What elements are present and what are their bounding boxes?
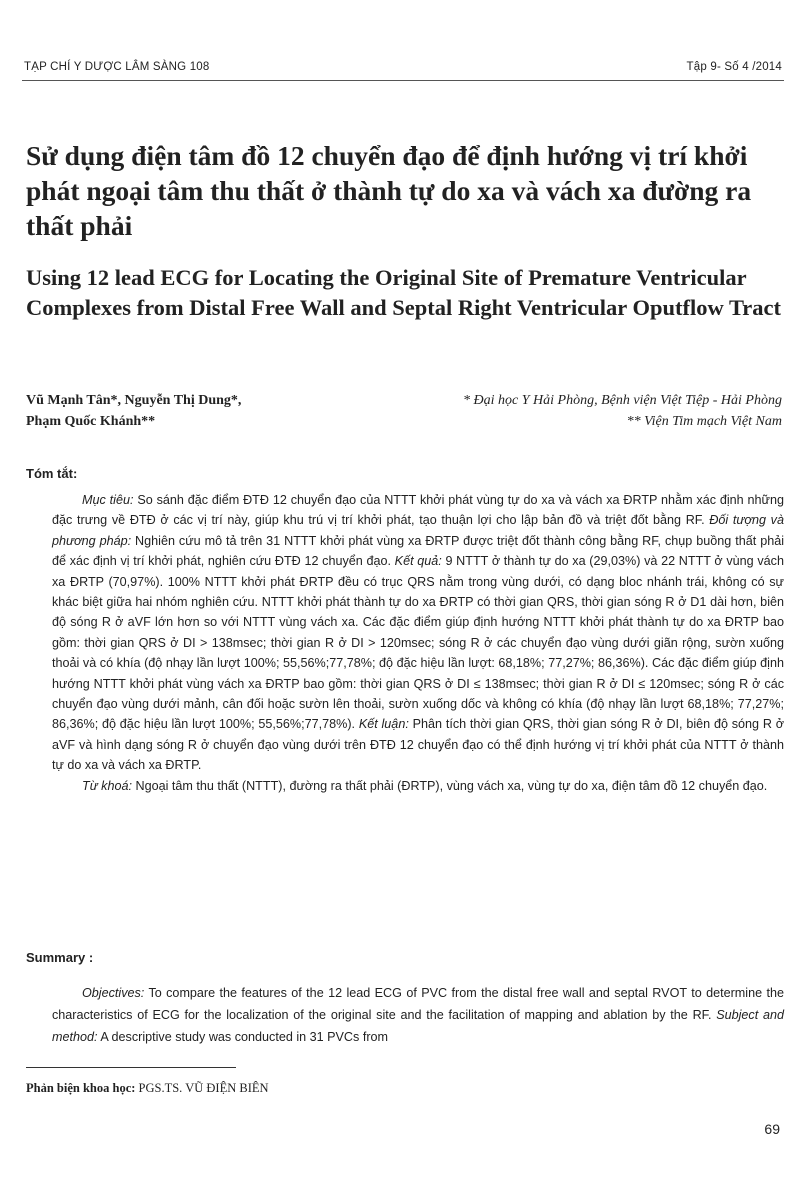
subject-method-text: A descriptive study was conducted in 31 PVCs from	[97, 1030, 389, 1044]
title-vietnamese: Sử dụng điện tâm đồ 12 chuyển đạo để định hướng vị trí khởi phát ngoại tâm thu thất ở thành tự do xa và vách xa đường ra thất phải	[26, 140, 752, 241]
conclusion-text: Phân tích thời gian QRS, thời gian sóng R ở DI, biên độ sóng R ở aVF và hình dạng sóng R ở chuyển đạo vùng dưới trên ĐTĐ 12 chuyển đạo có thể định hướng vị trí khởi phát của NTTT ở thành tự do xa và vách xa ĐRTP.	[52, 717, 784, 773]
summary-heading: Summary :	[26, 950, 94, 965]
objectives-label: Objectives:	[82, 986, 145, 1000]
keywords-paragraph	[52, 776, 784, 796]
footnote-divider	[26, 1067, 236, 1068]
subject-text: Nghiên cứu mô tả trên 31 NTTT khởi phát vùng xa ĐRTP được triệt đốt thành công bằng RF, chụp buồng thất phải để xác định vị trí khởi phát, nghiên cứu ĐTĐ 12 chuyển đạo.	[52, 533, 785, 569]
author-line-1: Vũ Mạnh Tân*, Nguyễn Thị Dung*,	[26, 393, 242, 408]
keywords-text: Ngoại tâm thu thất (NTTT), đường ra thất phải (ĐRTP), vùng vách xa, vùng tự do xa, điện tâm đồ 12 chuyển đạo.	[131, 778, 768, 793]
reviewer-label: Phản biện khoa học:	[26, 1081, 136, 1095]
affiliation-line-2: ** Viện Tim mạch Việt Nam	[626, 414, 782, 429]
abstract-paragraph	[52, 490, 784, 776]
affiliation-list	[352, 390, 782, 432]
title-english: Using 12 lead ECG for Locating the Original Site of Premature Ventricular Complexes from Distal Free Wall and Septal Right Ventricular Oputflow Tract	[26, 265, 781, 320]
objective-text: So sánh đặc điểm ĐTĐ 12 chuyển đạo của NTTT khởi phát vùng tự do xa và vách xa ĐRTP nhằm xác định những đặc trưng về ĐTĐ ở các vị trí này, giúp khu trú vị trí khởi phát, tạo thuận lợi cho lập bản đồ và triệt đốt bằng RF.	[52, 493, 784, 528]
reviewer-name: PGS.TS. VŨ ĐIỆN BIÊN	[135, 1081, 269, 1095]
affiliation-line-1: * Đại học Y Hải Phòng, Bệnh viện Việt Tiệp - Hải Phòng	[463, 393, 782, 408]
author-list	[26, 390, 356, 432]
subject-label: Đối tượng và phương pháp:	[52, 513, 784, 548]
abstract-body	[52, 490, 784, 796]
result-label: Kết quả:	[394, 554, 442, 569]
author-line-2: Phạm Quốc Khánh**	[26, 414, 156, 429]
page-number: 69	[764, 1121, 780, 1137]
abstract-heading: Tóm tắt:	[26, 466, 78, 481]
conclusion-label: Kết luận:	[358, 717, 409, 732]
objective-label: Mục tiêu:	[82, 493, 134, 507]
summary-body	[52, 982, 784, 1048]
journal-name: TẠP CHÍ Y DƯỢC LÂM SÀNG 108	[24, 61, 210, 73]
objectives-text: To compare the features of the 12 lead ECG of PVC from the distal free wall and septal RVOT to determine the characteristics of ECG for the localization of the original site and the facilitation of mapping and ablation by the RF.	[52, 986, 784, 1022]
issue-info: Tập 9- Số 4 /2014	[686, 61, 782, 73]
keywords-label: Từ khoá:	[82, 778, 132, 793]
subject-method-label: Subject and method:	[52, 1008, 784, 1044]
reviewer-note	[26, 1081, 269, 1096]
result-text: 9 NTTT ở thành tự do xa (29,03%) và 22 NTTT ở vùng vách xa ĐRTP (70,97%). 100% NTTT khởi phát ĐRTP đều có trục QRS nằm trong vùng dưới, có dạng bloc nhánh trái, không có sự khác biệt giữa hai nhóm nghiên cứu. NTTT khởi phát thành tự do xa ĐRTP có thời gian QRS, thời gian sóng R ở D1 dài hơn, biên độ sóng R ở aVF lớn hơn so với NTTT vùng vách xa. Các đặc điểm giúp định hướng NTTT khởi phát thành tự do xa ĐRTP bao gồm: thời gian QRS ở DI > 138msec; thời gian R ở DI > 120msec; sóng R ở các chuyển đạo vùng dưới giãn rộng, sườn xuống thoải và có khía (độ nhạy lần lượt 100%; 55,56%;77,78%; độ đặc hiệu lần lượt: 68,18%; 77,27%; 86,36%). Các đặc điểm giúp định hướng NTTT khởi phát vùng vách xa ĐRTP bao gồm: thời gian QRS ở DI ≤ 138msec; thời gian R ở DI ≤ 120msec; sóng R ở các chuyển đạo vùng dưới mảnh, cân đối hoặc sườn lên thoải, sườn xuống dốc và không có khía (độ nhạy lần lượt 68,18%; 77,27%; 86,36%; độ đặc hiệu lần lượt 100%; 55,56%;77,78%).	[52, 554, 784, 732]
running-header	[22, 58, 784, 81]
